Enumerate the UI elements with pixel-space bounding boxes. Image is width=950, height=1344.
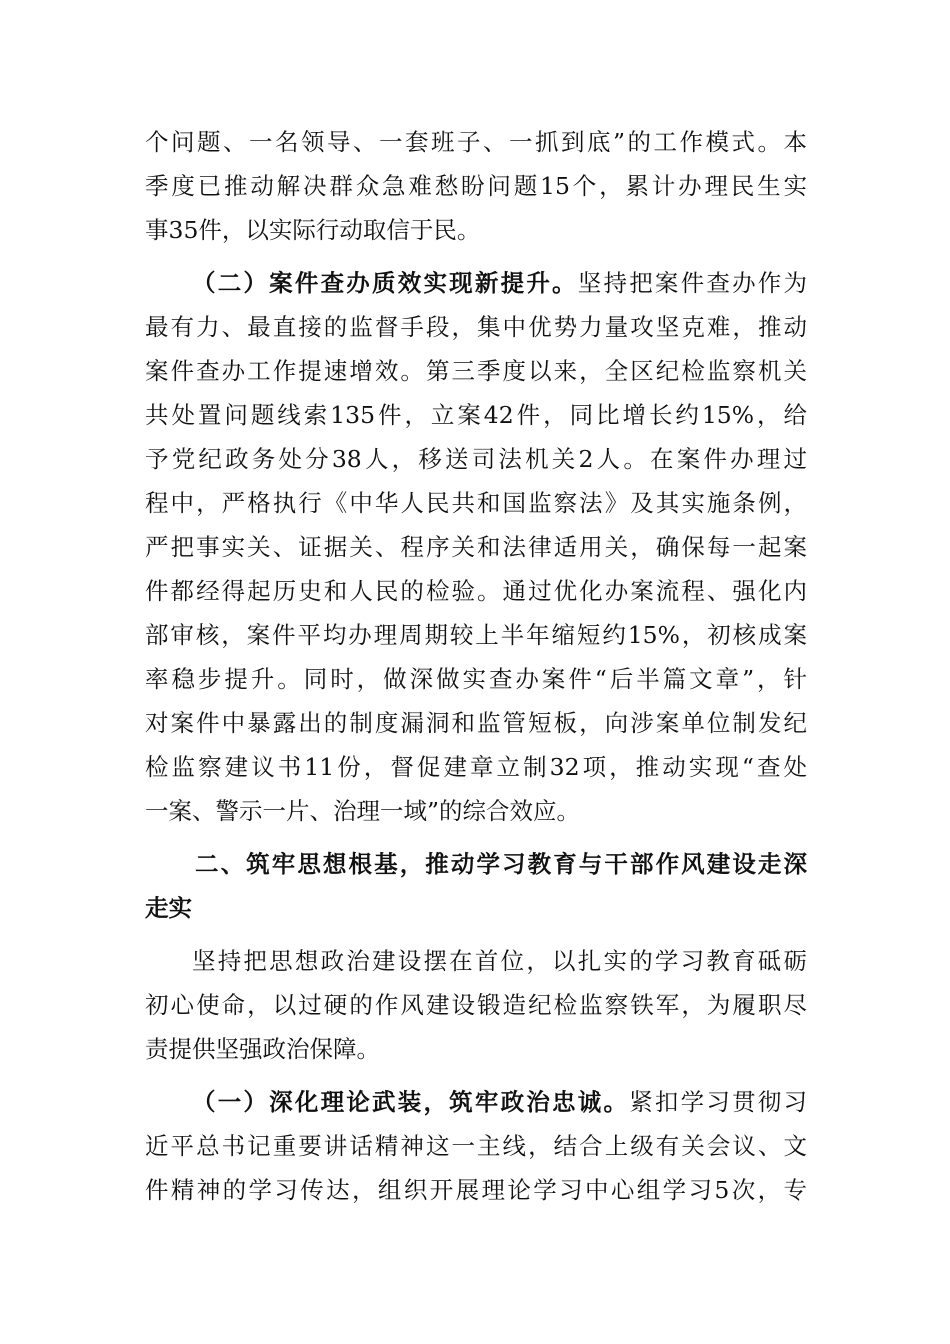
text-line: 共处置问题线索135件，立案42件，同比增长约15%，给 <box>145 401 807 429</box>
section-heading <box>145 842 807 930</box>
text-line: 季度已推动解决群众急难愁盼问题15个，累计办理民生实 <box>145 172 807 200</box>
text-line: 检监察建议书11份，督促建章立制32项，推动实现“查处 <box>145 753 807 781</box>
text-line: 坚持把思想政治建设摆在首位，以扎实的学习教育砥砺 <box>192 947 807 975</box>
subheading-theory-study: （一）深化理论武装，筑牢政治忠诚。 <box>192 1088 630 1116</box>
text-line: 率稳步提升。同时，做深做实查办案件“后半篇文章”，针 <box>145 665 807 693</box>
subheading-case-handling: （二）案件查办质效实现新提升。 <box>192 269 578 297</box>
text-run: 紧扣学习贯彻习 <box>629 1088 808 1116</box>
text-line: 件精神的学习传达，组织开展理论学习中心组学习5次，专 <box>145 1176 807 1204</box>
text-line: 对案件中暴露出的制度漏洞和监管短板，向涉案单位制发纪 <box>145 709 807 737</box>
text-line: 予党纪政务处分38人，移送司法机关2人。在案件办理过 <box>145 445 807 473</box>
text-line <box>145 1080 807 1124</box>
text-line: 最有力、最直接的监督手段，集中优势力量攻坚克难，推动 <box>145 313 807 341</box>
paragraph-political-building <box>145 939 807 1071</box>
text-line: 案件查办工作提速增效。第三季度以来，全区纪检监察机关 <box>145 357 807 385</box>
text-line: 件都经得起历史和人民的检验。通过优化办案流程、强化内 <box>145 577 807 605</box>
text-line: 个问题、一名领导、一套班子、一抓到底”的工作模式。本 <box>145 128 807 156</box>
text-line: 近平总书记重要讲话精神这一主线，结合上级有关会议、文 <box>145 1132 807 1160</box>
paragraph-livelihood-continuation <box>145 120 807 252</box>
text-run: 坚持把案件查办作为 <box>577 269 808 297</box>
paragraph-theory-study <box>145 1080 807 1212</box>
text-line: 责提供坚强政治保障。 <box>145 1035 380 1063</box>
text-line: 部审核，案件平均办理周期较上半年缩短约15%，初核成案 <box>145 621 807 649</box>
text-line: 事35件，以实际行动取信于民。 <box>145 216 481 244</box>
document-body <box>145 120 807 1212</box>
heading-line: 二、筑牢思想根基，推动学习教育与干部作风建设走深 <box>195 850 807 878</box>
text-line: 一案、警示一片、治理一域”的综合效应。 <box>145 797 581 825</box>
text-line: 程中，严格执行《中华人民共和国监察法》及其实施条例， <box>145 489 807 517</box>
text-line <box>145 261 807 305</box>
text-line: 严把事实关、证据关、程序关和法律适用关，确保每一起案 <box>145 533 807 561</box>
heading-line: 走实 <box>145 894 192 922</box>
text-line: 初心使命，以过硬的作风建设锻造纪检监察铁军，为履职尽 <box>145 991 807 1019</box>
paragraph-case-handling <box>145 261 807 833</box>
